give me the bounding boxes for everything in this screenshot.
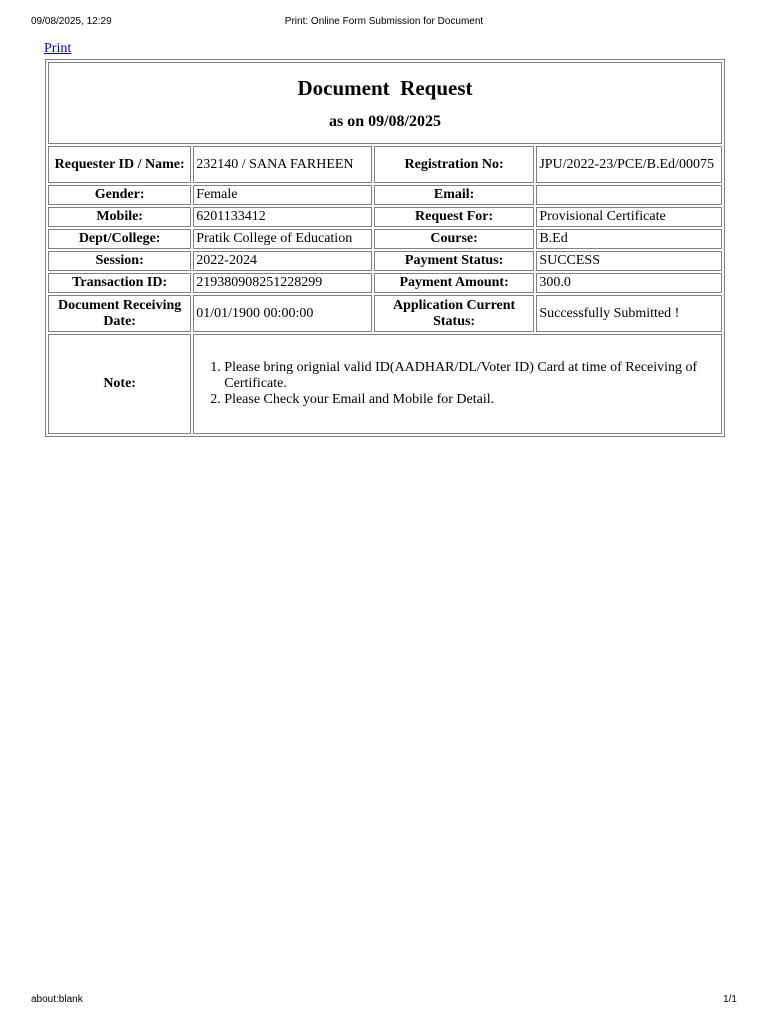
- registration-no-value: JPU/2022-23/PCE/B.Ed/00075: [536, 146, 722, 183]
- requester-id-label: Requester ID / Name:: [48, 146, 191, 183]
- print-footer-url: about:blank: [31, 994, 83, 1005]
- transaction-id-value: 219380908251228299: [193, 273, 372, 293]
- payment-amount-label: Payment Amount:: [374, 273, 534, 293]
- gender-label: Gender:: [48, 185, 191, 205]
- email-value: [536, 185, 722, 205]
- note-list: [196, 360, 719, 408]
- payment-amount-value: 300.0: [536, 273, 722, 293]
- document-header: [48, 62, 722, 144]
- mobile-value: 6201133412: [193, 207, 372, 227]
- note-label: Note:: [48, 334, 191, 434]
- application-status-label: Application Current Status:: [374, 295, 534, 332]
- receiving-date-value: 01/01/1900 00:00:00: [193, 295, 372, 332]
- print-header-title: Print: Online Form Submission for Document: [284, 16, 484, 27]
- session-value: 2022-2024: [193, 251, 372, 271]
- dept-college-label: Dept/College:: [48, 229, 191, 249]
- application-status-value: Successfully Submitted !: [536, 295, 722, 332]
- request-for-label: Request For:: [374, 207, 534, 227]
- note-item: 2. Please Check your Email and Mobile for Detail.: [224, 392, 719, 408]
- course-label: Course:: [374, 229, 534, 249]
- mobile-label: Mobile:: [48, 207, 191, 227]
- payment-status-label: Payment Status:: [374, 251, 534, 271]
- receiving-date-label: Document Receiving Date:: [48, 295, 191, 332]
- document-date: as on 09/08/2025: [328, 113, 441, 130]
- document-request-table: [45, 59, 725, 437]
- request-for-value: Provisional Certificate: [536, 207, 722, 227]
- document-title: Document Request: [297, 76, 473, 100]
- session-label: Session:: [48, 251, 191, 271]
- print-link[interactable]: Print: [44, 41, 72, 56]
- payment-status-value: SUCCESS: [536, 251, 722, 271]
- dept-college-value: Pratik College of Education: [193, 229, 372, 249]
- transaction-id-label: Transaction ID:: [48, 273, 191, 293]
- note-item: 1. Please bring orignial valid ID(AADHAR/DL/Voter ID) Card at time of Receiving of Certificate.: [224, 360, 719, 392]
- email-label: Email:: [374, 185, 534, 205]
- print-header-datetime: 09/08/2025, 12:29: [31, 16, 112, 27]
- course-value: B.Ed: [536, 229, 722, 249]
- registration-no-label: Registration No:: [374, 146, 534, 183]
- gender-value: Female: [193, 185, 372, 205]
- note-content: [193, 334, 722, 434]
- requester-id-value: 232140 / SANA FARHEEN: [193, 146, 372, 183]
- print-footer-page-number: 1/1: [723, 994, 737, 1005]
